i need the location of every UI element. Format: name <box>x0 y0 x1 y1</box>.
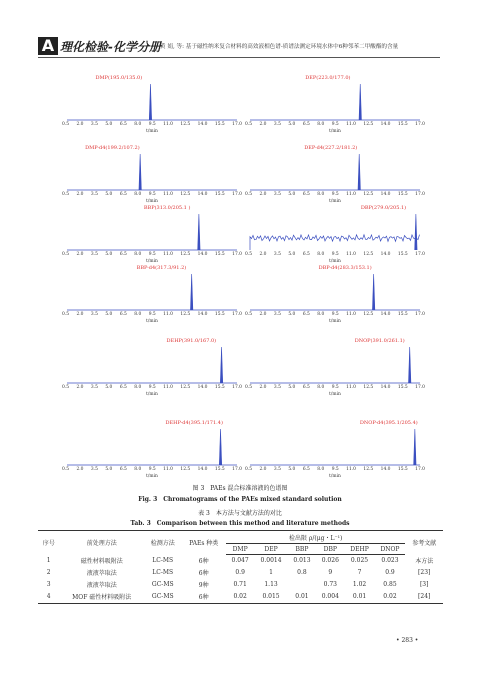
x-tick-label: 14.0 <box>380 192 391 197</box>
table-cell: 磁性材料吸附法 <box>80 558 123 565</box>
table-cell: [24] <box>405 591 443 604</box>
table-cell: 0.9 <box>235 569 245 576</box>
comparison-table <box>38 530 443 604</box>
table-cell: 9种 <box>198 582 209 589</box>
chromatogram-panel <box>245 205 425 263</box>
x-tick-label: 6.5 <box>302 467 310 472</box>
chromatogram-peak <box>220 347 222 383</box>
x-tick-label: 0.5 <box>245 192 252 197</box>
figure-caption-en: Fig. 3 Chromatograms of the PAEs mixed standard solution <box>138 496 342 503</box>
table-cell: 0.02 <box>375 591 406 604</box>
chromatogram-label: DBP(279.0/205.1) <box>360 205 407 211</box>
x-tick-label: 12.5 <box>363 385 374 390</box>
x-axis-label: t/min <box>329 319 341 324</box>
x-axis-label: t/min <box>329 129 341 134</box>
x-tick-label: 3.5 <box>90 312 98 317</box>
chromatogram-panel <box>245 265 425 323</box>
x-tick-label: 14.0 <box>197 192 208 197</box>
x-tick-label: 15.5 <box>397 252 408 257</box>
table-cell: 6种 <box>182 591 226 604</box>
x-tick-labels <box>245 385 425 390</box>
x-axis-label: t/min <box>329 259 341 264</box>
chromatogram-peak <box>219 429 221 465</box>
x-tick-label: 17.0 <box>415 192 425 197</box>
x-tick-label: 12.5 <box>180 192 191 197</box>
x-tick-labels <box>245 252 425 257</box>
x-tick-label: 8.0 <box>317 252 325 257</box>
x-tick-label: 8.0 <box>134 122 142 127</box>
col-detect: 检测方法 <box>144 531 182 555</box>
x-tick-label: 2.0 <box>76 385 84 390</box>
x-tick-label: 9.5 <box>148 192 156 197</box>
x-tick-label: 5.0 <box>288 385 296 390</box>
table-cell: 0.71 <box>233 581 247 588</box>
x-tick-label: 0.5 <box>245 312 252 317</box>
x-tick-label: 0.5 <box>245 122 252 127</box>
chromatogram-peak <box>359 84 361 120</box>
chromatogram-panel <box>245 338 425 396</box>
x-tick-label: 9.5 <box>331 385 339 390</box>
x-tick-label: 3.5 <box>90 252 98 257</box>
col-no: 序号 <box>38 531 59 555</box>
table-cell: 1 <box>46 557 51 564</box>
x-tick-label: 0.5 <box>62 122 69 127</box>
col-dmp: DMP <box>226 544 254 555</box>
table-row <box>38 555 443 567</box>
x-tick-label: 15.5 <box>397 385 408 390</box>
table-cell: 0.9 <box>385 569 395 576</box>
col-dnop: DNOP <box>375 544 406 555</box>
table-cell: [3] <box>419 581 429 588</box>
x-tick-label: 0.5 <box>62 252 69 257</box>
x-tick-label: 3.5 <box>273 467 281 472</box>
x-tick-label: 0.5 <box>245 385 252 390</box>
x-tick-label: 17.0 <box>232 467 242 472</box>
x-tick-label: 14.0 <box>380 385 391 390</box>
x-tick-label: 2.0 <box>259 385 267 390</box>
table-cell: 液液萃取法 <box>86 582 117 589</box>
table-cell: 7 <box>357 569 362 576</box>
x-tick-label: 6.5 <box>302 192 310 197</box>
x-tick-label: 12.5 <box>180 312 191 317</box>
table-cell: GC-MS <box>144 591 182 604</box>
x-tick-label: 8.0 <box>317 122 325 127</box>
x-tick-label: 0.5 <box>62 467 69 472</box>
x-tick-label: 2.0 <box>259 252 267 257</box>
x-tick-label: 0.5 <box>245 252 252 257</box>
x-tick-label: 8.0 <box>134 252 142 257</box>
x-tick-label: 15.5 <box>214 312 225 317</box>
x-tick-label: 17.0 <box>415 467 425 472</box>
chromatogram-svg <box>245 265 425 312</box>
x-tick-label: 6.5 <box>119 122 127 127</box>
table-cell: 本方法 <box>415 558 434 565</box>
chromatogram-svg <box>245 145 425 192</box>
x-tick-label: 15.5 <box>214 252 225 257</box>
chromatogram-svg <box>62 265 242 312</box>
x-axis-label: t/min <box>146 129 158 134</box>
x-tick-label: 8.0 <box>134 385 142 390</box>
table-cell: 0.73 <box>323 581 337 588</box>
x-tick-label: 14.0 <box>380 252 391 257</box>
table-cell: 2 <box>46 569 51 576</box>
x-axis-label: t/min <box>329 392 341 397</box>
col-bbp: BBP <box>288 544 316 555</box>
x-tick-label: 12.5 <box>363 312 374 317</box>
x-tick-labels <box>62 385 242 390</box>
table-cell: 6种 <box>198 570 209 577</box>
chromatogram-svg <box>245 420 425 467</box>
page-number: • 283 • <box>396 637 419 644</box>
x-tick-labels <box>62 192 242 197</box>
x-tick-label: 8.0 <box>317 467 325 472</box>
x-tick-label: 12.5 <box>180 122 191 127</box>
x-tick-label: 9.5 <box>331 252 339 257</box>
x-tick-label: 2.0 <box>259 122 267 127</box>
chromatogram-peak <box>358 154 360 190</box>
chromatogram-svg <box>62 75 242 122</box>
table-cell: 0.01 <box>288 591 316 604</box>
chromatogram-svg <box>245 75 425 122</box>
x-tick-label: 15.5 <box>214 122 225 127</box>
chromatogram-panel <box>62 338 242 396</box>
x-tick-label: 6.5 <box>302 252 310 257</box>
x-tick-label: 5.0 <box>105 252 113 257</box>
table-cell: 0.85 <box>383 581 397 588</box>
x-tick-label: 5.0 <box>105 385 113 390</box>
table-body <box>38 555 443 604</box>
x-tick-label: 12.5 <box>363 122 374 127</box>
x-tick-label: 3.5 <box>90 192 98 197</box>
table-cell: 0.02 <box>226 591 254 604</box>
x-tick-label: 6.5 <box>302 122 310 127</box>
x-tick-label: 12.5 <box>180 252 191 257</box>
col-lod: 检出限 ρ/(μg・L⁻¹) <box>226 531 405 544</box>
table-cell: LC-MS <box>152 557 174 564</box>
x-tick-label: 0.5 <box>245 467 252 472</box>
page-header <box>0 0 480 62</box>
x-tick-label: 14.0 <box>197 467 208 472</box>
x-tick-label: 15.5 <box>214 385 225 390</box>
x-tick-label: 2.0 <box>76 467 84 472</box>
chromatogram-label: DEP-d4(227.2/181.2) <box>304 145 358 151</box>
x-tick-label: 3.5 <box>273 122 281 127</box>
table-cell: 4 <box>38 591 59 604</box>
table-caption-en: Tab. 3 Comparison between this method and literature methods <box>130 520 350 527</box>
x-tick-label: 11.0 <box>163 122 173 127</box>
col-dbp: DBP <box>316 544 344 555</box>
chromatogram-label: DEP(223.0/177.0) <box>305 75 351 81</box>
x-axis-label: t/min <box>146 474 158 479</box>
x-axis-label: t/min <box>329 474 341 479</box>
x-tick-label: 6.5 <box>119 312 127 317</box>
x-tick-label: 11.0 <box>163 252 173 257</box>
x-tick-label: 15.5 <box>397 122 408 127</box>
x-tick-label: 6.5 <box>119 385 127 390</box>
chromatogram-svg <box>245 205 425 252</box>
x-tick-label: 9.5 <box>148 312 156 317</box>
x-tick-label: 3.5 <box>90 385 98 390</box>
x-tick-label: 6.5 <box>302 312 310 317</box>
x-tick-labels <box>62 467 242 472</box>
x-tick-label: 15.5 <box>397 192 408 197</box>
x-tick-label: 12.5 <box>180 467 191 472</box>
x-tick-label: 9.5 <box>331 122 339 127</box>
x-tick-label: 17.0 <box>415 252 425 257</box>
x-axis-label: t/min <box>146 259 158 264</box>
x-tick-label: 17.0 <box>232 122 242 127</box>
chromatogram-label: DBP-d4(283.3/153.1) <box>318 265 372 271</box>
x-tick-label: 11.0 <box>346 252 356 257</box>
x-tick-label: 15.5 <box>214 467 225 472</box>
x-tick-labels <box>245 467 425 472</box>
col-pretreat: 前处理方法 <box>59 531 144 555</box>
x-axis-label: t/min <box>146 392 158 397</box>
table-caption-cn: 表 3 本方法与文献方法的对比 <box>198 510 282 517</box>
chromatogram-label: DMP(195.0/135.0) <box>95 75 143 81</box>
x-tick-label: 8.0 <box>134 467 142 472</box>
x-tick-label: 8.0 <box>134 192 142 197</box>
chromatogram-peak <box>414 429 416 465</box>
table-row <box>38 579 443 591</box>
x-tick-label: 6.5 <box>302 385 310 390</box>
x-tick-label: 2.0 <box>76 252 84 257</box>
chromatogram-peak <box>415 214 417 250</box>
x-tick-label: 5.0 <box>288 122 296 127</box>
x-tick-labels <box>62 122 242 127</box>
table-cell: 0.026 <box>321 557 339 565</box>
x-tick-label: 5.0 <box>288 252 296 257</box>
table-cell: 0.004 <box>316 591 344 604</box>
x-tick-label: 11.0 <box>346 192 356 197</box>
journal-title: 理化检验-化学分册 <box>60 40 161 54</box>
x-tick-label: 3.5 <box>273 312 281 317</box>
x-tick-label: 2.0 <box>259 467 267 472</box>
x-tick-label: 11.0 <box>346 312 356 317</box>
x-tick-label: 8.0 <box>317 385 325 390</box>
x-tick-label: 0.5 <box>62 312 69 317</box>
chromatogram-label: DNOP-d4(395.1/205.4) <box>359 420 418 426</box>
x-tick-label: 5.0 <box>105 122 113 127</box>
x-tick-label: 12.5 <box>363 467 374 472</box>
x-tick-label: 2.0 <box>259 192 267 197</box>
x-tick-labels <box>245 192 425 197</box>
chromatogram-panel <box>245 145 425 203</box>
table-cell: 3 <box>46 581 51 588</box>
table-cell: 6种 <box>198 558 209 565</box>
chromatogram-svg <box>245 338 425 385</box>
x-tick-label: 6.5 <box>119 252 127 257</box>
x-tick-label: 17.0 <box>232 252 242 257</box>
table-cell: 0.0014 <box>260 557 282 565</box>
chromatogram-panel <box>245 75 425 133</box>
x-tick-label: 15.5 <box>214 192 225 197</box>
col-dep: DEP <box>254 544 287 555</box>
col-kinds: PAEs 种类 <box>182 531 226 555</box>
x-tick-label: 14.0 <box>197 312 208 317</box>
x-tick-label: 2.0 <box>76 192 84 197</box>
x-tick-label: 2.0 <box>76 312 84 317</box>
x-tick-label: 14.0 <box>380 122 391 127</box>
x-tick-label: 3.5 <box>90 467 98 472</box>
table-row <box>38 591 443 604</box>
x-tick-label: 11.0 <box>346 385 356 390</box>
chromatogram-svg <box>62 338 242 385</box>
x-tick-labels <box>62 252 242 257</box>
chromatogram-label: DMP-d4(199.2/107.2) <box>85 145 140 151</box>
x-tick-labels <box>245 312 425 317</box>
chromatogram-panel <box>245 420 425 478</box>
x-tick-label: 17.0 <box>232 385 242 390</box>
x-tick-label: 5.0 <box>288 192 296 197</box>
x-tick-label: 15.5 <box>397 312 408 317</box>
x-tick-label: 11.0 <box>346 122 356 127</box>
x-tick-label: 17.0 <box>415 122 425 127</box>
table-cell: [23] <box>418 569 431 576</box>
x-tick-label: 11.0 <box>163 192 173 197</box>
x-tick-label: 14.0 <box>380 467 391 472</box>
x-axis-label: t/min <box>146 199 158 204</box>
x-tick-label: 9.5 <box>331 192 339 197</box>
x-tick-label: 9.5 <box>331 467 339 472</box>
table-cell: 0.8 <box>297 569 307 576</box>
x-tick-label: 17.0 <box>415 385 425 390</box>
x-tick-label: 11.0 <box>346 467 356 472</box>
table-cell <box>288 579 316 591</box>
x-tick-label: 6.5 <box>119 467 127 472</box>
table-cell: 液液萃取法 <box>86 570 117 577</box>
x-tick-label: 17.0 <box>415 312 425 317</box>
table-row <box>38 567 443 579</box>
table-cell: 0.015 <box>254 591 287 604</box>
x-tick-label: 12.5 <box>363 192 374 197</box>
chromatogram-label: BBP(313.0/205.1 ) <box>143 205 191 211</box>
col-ref: 参考文献 <box>405 531 443 555</box>
chromatogram-peak <box>139 154 141 190</box>
x-tick-label: 15.5 <box>397 467 408 472</box>
x-tick-label: 14.0 <box>197 122 208 127</box>
x-tick-label: 11.0 <box>163 312 173 317</box>
chromatogram-label: DEHP-d4(395.1/171.4) <box>165 420 223 426</box>
x-tick-label: 11.0 <box>163 385 173 390</box>
x-tick-label: 8.0 <box>134 312 142 317</box>
x-tick-label: 5.0 <box>105 192 113 197</box>
chromatogram-peak <box>190 274 192 310</box>
table-cell: 1.13 <box>264 581 278 588</box>
table-cell: 0.023 <box>381 557 399 565</box>
x-axis-label: t/min <box>146 319 158 324</box>
x-tick-label: 6.5 <box>119 192 127 197</box>
x-tick-label: 14.0 <box>380 312 391 317</box>
journal-logo-icon: A <box>38 37 58 55</box>
x-tick-label: 3.5 <box>273 252 281 257</box>
col-dehp: DEHP <box>344 544 374 555</box>
header-rule <box>38 57 440 58</box>
x-tick-label: 5.0 <box>105 312 113 317</box>
chromatogram-panel <box>62 205 242 263</box>
x-tick-label: 8.0 <box>317 192 325 197</box>
x-tick-label: 9.5 <box>331 312 339 317</box>
x-tick-label: 14.0 <box>197 252 208 257</box>
table-cell: 0.025 <box>350 557 369 565</box>
chromatogram-label: DNOP(391.0/261.1) <box>354 338 405 344</box>
x-tick-label: 2.0 <box>76 122 84 127</box>
x-tick-label: 5.0 <box>288 312 296 317</box>
x-tick-label: 17.0 <box>232 192 242 197</box>
chromatogram-svg <box>62 420 242 467</box>
table-cell: LC-MS <box>152 569 174 576</box>
chromatogram-svg <box>62 145 242 192</box>
chromatogram-peak <box>149 84 151 120</box>
x-tick-label: 12.5 <box>180 385 191 390</box>
chromatogram-panel <box>62 75 242 133</box>
x-tick-label: 3.5 <box>273 385 281 390</box>
x-tick-label: 9.5 <box>148 385 156 390</box>
chromatogram-label: DEHP(391.0/167.0) <box>166 338 217 344</box>
x-tick-label: 9.5 <box>148 122 156 127</box>
chromatogram-label: BBP-d4(317.3/91.2) <box>136 265 187 271</box>
x-tick-label: 0.5 <box>62 192 69 197</box>
x-tick-label: 9.5 <box>148 467 156 472</box>
table-cell: 1.02 <box>352 581 367 588</box>
x-tick-label: 0.5 <box>62 385 69 390</box>
table-cell: 0.047 <box>231 557 249 565</box>
table-cell: 0.013 <box>293 557 311 565</box>
figure-caption-cn: 图 3 PAEs 混合标准溶液的色谱图 <box>192 485 288 492</box>
x-tick-label: 11.0 <box>163 467 173 472</box>
chromatogram-peak <box>198 214 200 250</box>
x-axis-label: t/min <box>329 199 341 204</box>
chromatogram-peak <box>408 347 410 383</box>
x-tick-label: 9.5 <box>148 252 156 257</box>
chromatogram-panel <box>62 265 242 323</box>
table-cell: MOF 磁性材料吸附法 <box>59 591 144 604</box>
x-tick-label: 12.5 <box>363 252 374 257</box>
x-tick-label: 14.0 <box>197 385 208 390</box>
x-tick-label: 3.5 <box>273 192 281 197</box>
x-tick-labels <box>245 122 425 127</box>
x-tick-label: 17.0 <box>232 312 242 317</box>
table-cell: 9 <box>328 569 333 576</box>
chromatogram-svg <box>62 205 242 252</box>
x-tick-label: 8.0 <box>317 312 325 317</box>
table-cell: GC-MS <box>151 581 174 588</box>
baseline-trace <box>250 235 420 250</box>
chromatogram-panel <box>62 145 242 203</box>
x-tick-label: 5.0 <box>105 467 113 472</box>
table-cell: 0.01 <box>344 591 374 604</box>
chromatogram-panel <box>62 420 242 478</box>
running-head: 黄 娟, 等: 基于磁性纳米复合材料的高效液相色谱-质谱法测定环境水体中6种邻苯二甲酸酯的含量 <box>160 44 399 50</box>
x-tick-label: 3.5 <box>90 122 98 127</box>
x-tick-label: 5.0 <box>288 467 296 472</box>
chromatogram-peak <box>372 274 374 310</box>
x-tick-labels <box>62 312 242 317</box>
x-tick-label: 2.0 <box>259 312 267 317</box>
table-cell: 1 <box>269 569 273 576</box>
